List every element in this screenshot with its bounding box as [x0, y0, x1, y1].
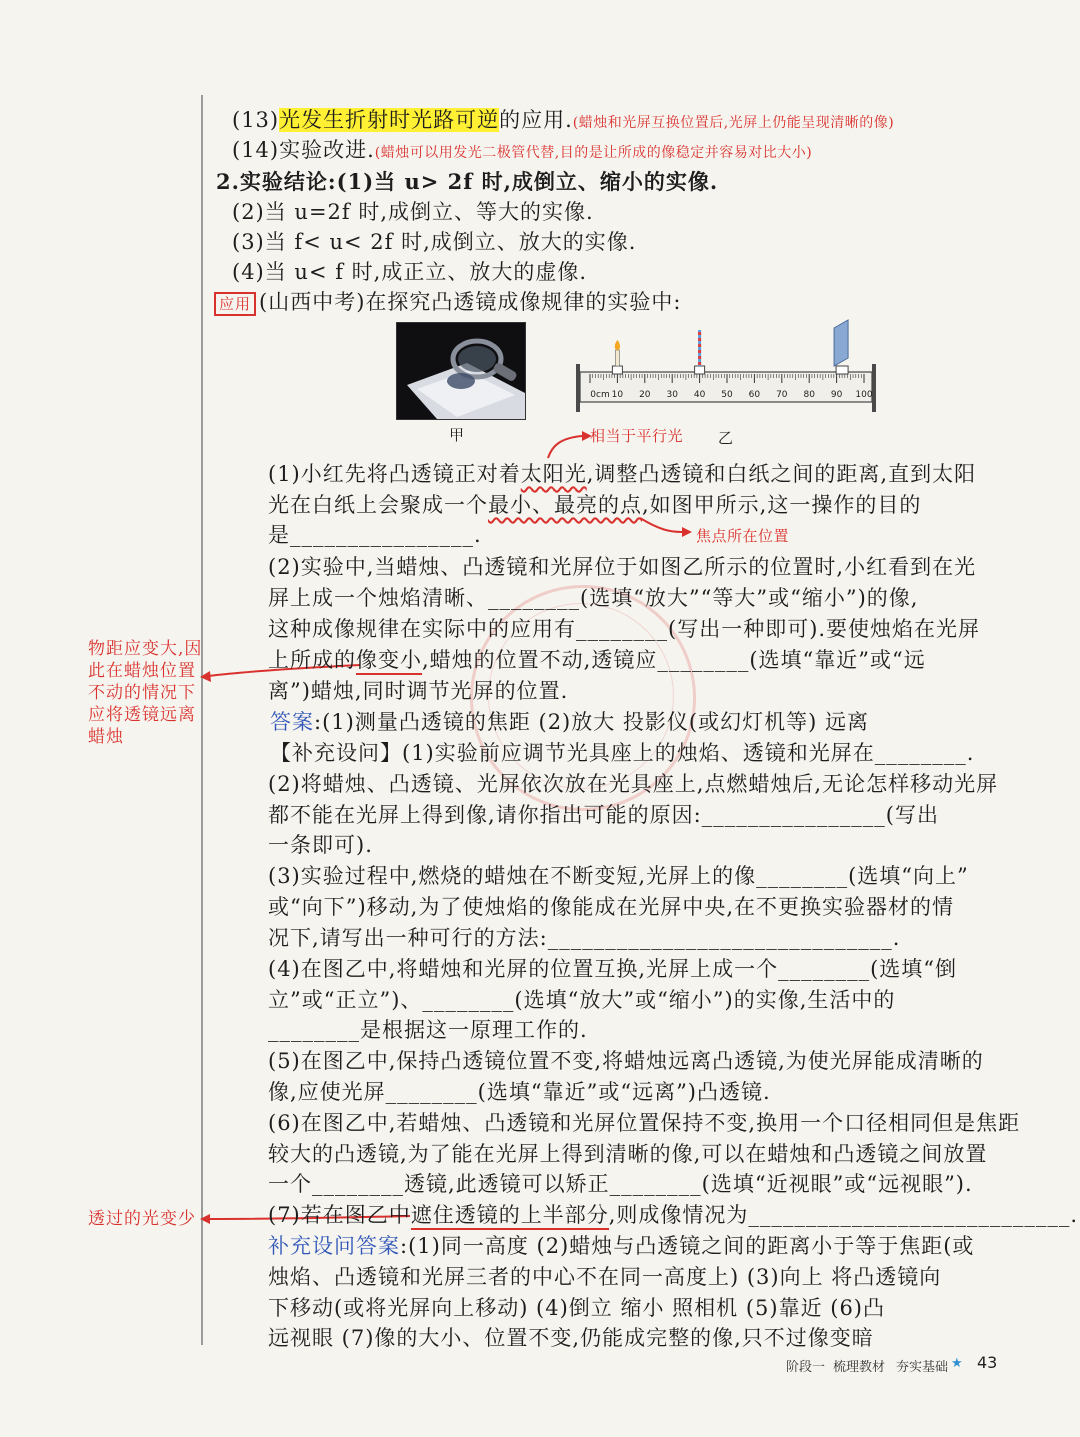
- supp-q5-line-2: 像,应使光屏________(选填“靠近”或“远离”)凸透镜.: [268, 1080, 771, 1104]
- q2-line-2: 屏上成一个烛焰清晰、________(选填“放大”“等大”或“缩小”)的像,: [268, 586, 919, 610]
- ruler-tick-label: 0cm: [590, 390, 610, 400]
- answer-label: 答案: [270, 710, 314, 734]
- q1-text-d: ,如图甲所示,这一操作的目的: [642, 493, 922, 517]
- ruler-tick-label: 90: [830, 390, 843, 400]
- q2-text-b: ,蜡烛的位置不动,透镜应________(选填“靠近”或“远: [422, 648, 926, 672]
- arrow-focus-head: [682, 527, 692, 537]
- application-tag: 应用: [214, 292, 256, 316]
- q2-line-4: [268, 644, 926, 674]
- supp-answer-line-1: [268, 1230, 974, 1260]
- supp-q6-line-2: 较大的凸透镜,为了能在光屏上得到清晰的像,可以在蜡烛和凸透镜之间放置: [268, 1142, 988, 1166]
- supp-q2-line-3: 一条即可).: [268, 833, 373, 857]
- q1-sunlight: 太阳光: [520, 462, 587, 486]
- ruler-tick-label: 60: [748, 390, 761, 400]
- page-number: 43: [977, 1353, 998, 1372]
- conclusion-3: (3)当 f< u< 2f 时,成倒立、放大的实像.: [232, 230, 637, 254]
- supp-answer-label: 补充设问答案: [268, 1234, 400, 1258]
- arrow-focus: [640, 518, 682, 532]
- q1-line-1: [268, 458, 976, 488]
- supp-q7-text-b: ,则成像情况为____________________________.: [608, 1203, 1079, 1227]
- footer-stage: 阶段一: [786, 1360, 826, 1375]
- supp-answer-line-4: 远视眼 (7)像的大小、位置不变,仍能成完整的像,只不过像变暗: [268, 1326, 874, 1350]
- ruler-tick-label: 30: [666, 390, 678, 400]
- supp-q3-line-1: (3)实验过程中,燃烧的蜡烛在不断变短,光屏上的像________(选填“向上”: [268, 864, 969, 888]
- q1-smallest-point: 最小、最亮的点: [488, 493, 642, 517]
- q1-line-2: [268, 489, 921, 519]
- supp-q7-text-a: (7)若在图乙中: [268, 1203, 411, 1227]
- q2-line-1: (2)实验中,当蜡烛、凸透镜和光屏位于如图乙所示的位置时,小红看到在光: [268, 555, 977, 579]
- item-13-number: (13): [232, 108, 280, 132]
- ruler-tick-label: 100: [855, 390, 873, 400]
- q2-image-smaller: 像变小: [356, 648, 422, 675]
- figure-yi-label: 乙: [718, 429, 735, 447]
- q1-text-a: (1)小红先将凸透镜正对着: [268, 462, 521, 486]
- q2-line-5: 离”)蜡烛,同时调节光屏的位置.: [268, 679, 569, 703]
- arrow-parallel-light: [548, 436, 582, 458]
- note-parallel-light: 相当于平行光: [590, 427, 684, 445]
- item-14-text: (14)实验改进.: [232, 138, 375, 162]
- footer-section: 梳理教材: [833, 1360, 886, 1375]
- note-focus-position: 焦点所在位置: [696, 527, 790, 545]
- footer-subtitle: 夯实基础: [896, 1360, 949, 1375]
- supp-q4-line-1: (4)在图乙中,将蜡烛和光屏的位置互换,光屏上成一个________(选填“倒: [268, 957, 958, 981]
- answer-text: :(1)测量凸透镜的焦距 (2)放大 投影仪(或幻灯机等) 远离: [314, 710, 869, 734]
- item-14-note: (蜡烛可以用发光二极管代替,目的是让所成的像稳定并容易对比大小): [374, 145, 813, 161]
- supp-q3-line-3: 况下,请写出一种可行的方法:______________________________.: [268, 926, 901, 950]
- conclusion-4: (4)当 u< f 时,成正立、放大的虚像.: [232, 260, 588, 284]
- side-note-less-light: 透过的光变少: [88, 1209, 196, 1229]
- supp-q2-line-1: (2)将蜡烛、凸透镜、光屏依次放在光具座上,点燃蜡烛后,无论怎样移动光屏: [268, 772, 999, 796]
- q2-line-3: 这种成像规律在实际中的应用有________(写出一种即可).要使烛焰在光屏: [268, 617, 981, 641]
- answer-line: [270, 706, 869, 736]
- q1-text-c: 光在白纸上会聚成一个: [268, 493, 488, 517]
- item-13-highlight: 光发生折射时光路可逆: [279, 108, 500, 132]
- application-text: (山西中考)在探究凸透镜成像规律的实验中:: [259, 290, 682, 314]
- supp-q6-line-1: (6)在图乙中,若蜡烛、凸透镜和光屏位置保持不变,换用一个口径相同但是焦距: [268, 1111, 1021, 1135]
- conclusion-2: (2)当 u=2f 时,成倒立、等大的实像.: [232, 200, 594, 224]
- q1-line-3: 是________________.: [268, 523, 482, 547]
- supp-q6-line-3: 一个________透镜,此透镜可以矫正________(选填“近视眼”或“远视眼”).: [268, 1172, 973, 1196]
- figure-jia-label: 甲: [449, 426, 466, 444]
- supp-q7-cover-lens: 遮住透镜的上半部分: [411, 1203, 609, 1230]
- supp-q5-line-1: (5)在图乙中,保持凸透镜位置不变,将蜡烛远离凸透镜,为使光屏能成清晰的: [268, 1049, 984, 1073]
- ruler-tick-label: 10: [611, 390, 624, 400]
- side-note-distance: 物距应变大,因此在蜡烛位置不动的情况下应将透镜远离蜡烛: [88, 639, 203, 747]
- item-13-tail: 的应用.: [499, 108, 573, 132]
- item-13-note: (蜡烛和光屏互换位置后,光屏上仍能呈现清晰的像): [572, 115, 895, 131]
- supp-answer-line-2: 烛焰、凸透镜和光屏三者的中心不在同一高度上) (3)向上 将凸透镜向: [268, 1265, 942, 1289]
- footer-star-icon: ★: [951, 1356, 963, 1371]
- q2-text-a: 上所成的: [268, 648, 356, 672]
- ruler-tick-label: 50: [721, 390, 733, 400]
- conclusion-1: 2.实验结论:(1)当 u> 2f 时,成倒立、缩小的实像.: [216, 169, 719, 194]
- ruler-tick-label: 20: [639, 390, 651, 400]
- supp-answer-line-3: 下移动(或将光屏向上移动) (4)倒立 缩小 照相机 (5)靠近 (6)凸: [268, 1296, 885, 1320]
- supp-answer-text-1: :(1)同一高度 (2)蜡烛与凸透镜之间的距离小于等于焦距(或: [400, 1234, 975, 1258]
- supp-q2-line-2: 都不能在光屏上得到像,请你指出可能的原因:________________(写出: [268, 803, 939, 827]
- ruler-tick-label: 80: [803, 390, 815, 400]
- supp-q7-line: [268, 1199, 1078, 1229]
- supp-q1: 【补充设问】(1)实验前应调节光具座上的烛焰、透镜和光屏在________.: [270, 741, 975, 765]
- ruler-tick-label: 70: [776, 390, 788, 400]
- supp-q3-line-2: 或“向下”)移动,为了使烛焰的像能成在光屏中央,在不更换实验器材的情: [268, 895, 955, 919]
- ruler-tick-label: 40: [693, 390, 706, 400]
- supp-q4-line-3: ________是根据这一原理工作的.: [268, 1018, 588, 1042]
- q1-text-b: ,调整凸透镜和白纸之间的距离,直到太阳: [586, 462, 977, 486]
- supp-q4-line-2: 立”或“正立”)、________(选填“放大”或“缩小”)的实像,生活中的: [268, 988, 896, 1012]
